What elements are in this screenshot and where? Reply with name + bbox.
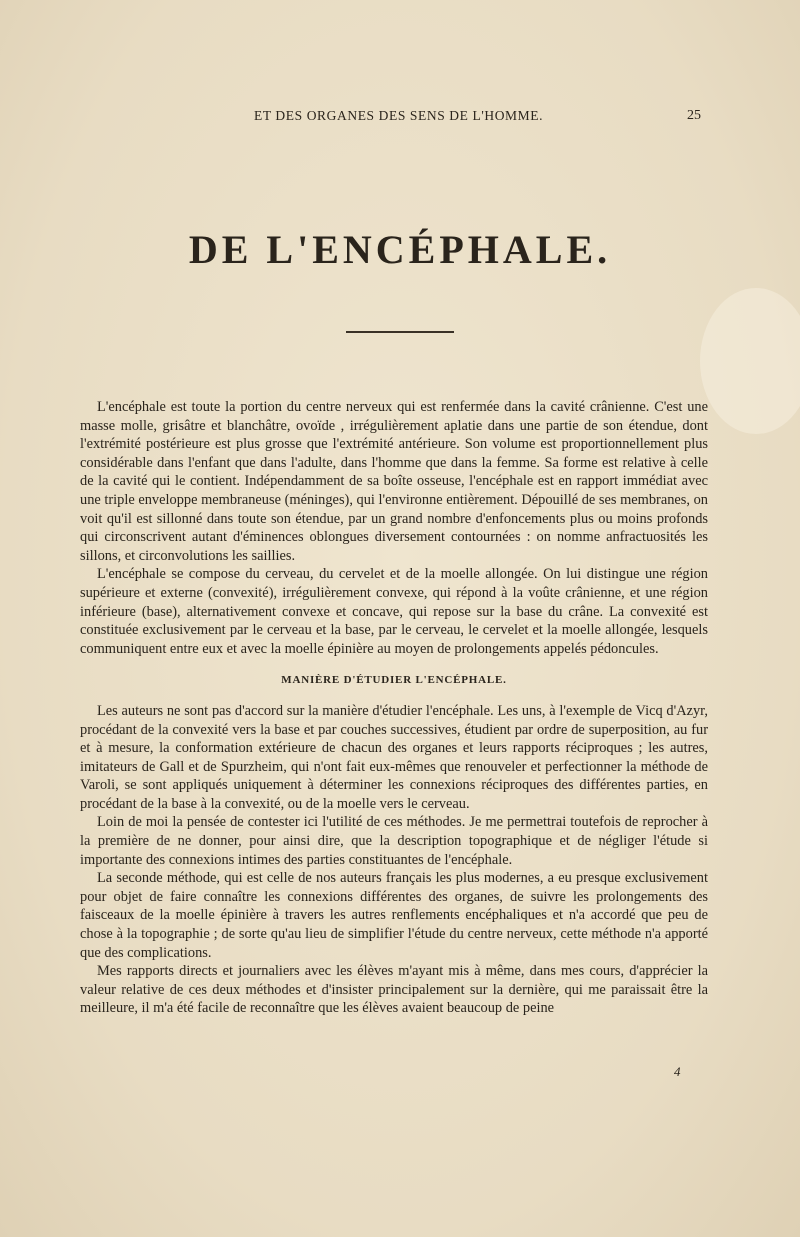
chapter-title: DE L'ENCÉPHALE.	[188, 227, 612, 272]
signature-mark: 4	[674, 1064, 681, 1079]
paragraph: L'encéphale se compose du cerveau, du cervelet et de la moelle allongée. On lui distingue une région supérieure et externe (convexité), irrégulièrement convexe, qui répond à la voûte crânienne, et une région inférieure (base), alternativement convexe et concave, qui repose sur la base du crâne. La convexité est constituée exclusivement par le cerveau et la base, par le cerveau, le cervelet et la moelle allongée, lesquels communiquent entre eux et avec la moelle épinière au moyen de prolongements appelés pédoncules.	[80, 566, 708, 657]
page-number: 25	[687, 108, 701, 123]
paragraph: L'encéphale est toute la portion du centre nerveux qui est renfermée dans la cavité crânienne. C'est une masse molle, grisâtre et blanchâtre, ovoïde , irrégulièrement aplatie dans une partie de son étendue, dont l'extrémité postérieure est plus grosse que l'extrémité antérieure. Son volume est proportionnellement plus considérable dans l'enfant que dans l'adulte, dans l'homme que dans la femme. Sa forme est relative à celle de la cavité qui le contient. Indépendamment de sa boîte osseuse, l'encéphale est en rapport immédiat avec une triple enveloppe membraneuse (méninges), qui l'environne entièrement. Dépouillé de ses membranes, on voit qu'il est sillonné dans toute son étendue, par un grand nombre d'enfoncements plus ou moins profonds qui circonscrivent autant d'éminences oblongues diversement contournées : on nomme anfractuosités les sillons, et circonvolutions les saillies.	[80, 399, 708, 564]
running-head: ET DES ORGANES DES SENS DE L'HOMME.	[254, 108, 544, 123]
paragraph: Loin de moi la pensée de contester ici l'utilité de ces méthodes. Je me permettrai toutefois de reprocher à la première de ne donner, pour ainsi dire, que la description topographique et de négliger l'étude si importante des connexions intimes des parties constituantes de l'encéphale.	[80, 814, 708, 868]
section-heading: MANIÈRE D'ÉTUDIER L'ENCÉPHALE.	[281, 674, 507, 687]
paragraph: Les auteurs ne sont pas d'accord sur la manière d'étudier l'encéphale. Les uns, à l'exemple de Vicq d'Azyr, procédant de la convexité vers la base et par couches successives, étudient par ordre de superposition, au fur et à mesure, la conformation extérieure de chacun des organes et leurs rapports réciproques ; les autres, imitateurs de Gall et de Spurzheim, qui n'ont fait eux-mêmes que renouveler et perfectionner la méthode de Varoli, se sont appliqués uniquement à déterminer les connexions réciproques des différentes parties, en procédant de la base à la convexité, ou de la moelle vers le cerveau.	[80, 702, 708, 812]
title-rule	[346, 331, 454, 333]
body-text	[80, 398, 708, 1018]
paragraph: Mes rapports directs et journaliers avec les élèves m'ayant mis à même, dans mes cours, d'apprécier la valeur relative de ces deux méthodes et d'insister principalement sur la dernière, qui me paraissait être la meilleure, il m'a été facile de reconnaître que les élèves avaient beaucoup de peine	[80, 963, 708, 1017]
paragraph: La seconde méthode, qui est celle de nos auteurs français les plus modernes, a eu presque exclusivement pour objet de faire connaître les connexions différentes des organes, de suivre les prolongements des faisceaux de la moelle épinière à travers les autres renflements encéphaliques et n'a accordé que peu de chose à la topographie ; de sorte qu'au lieu de simplifier l'étude du centre nerveux, cette méthode n'a apporté que des complications.	[80, 870, 708, 961]
paper-stain	[700, 288, 800, 434]
